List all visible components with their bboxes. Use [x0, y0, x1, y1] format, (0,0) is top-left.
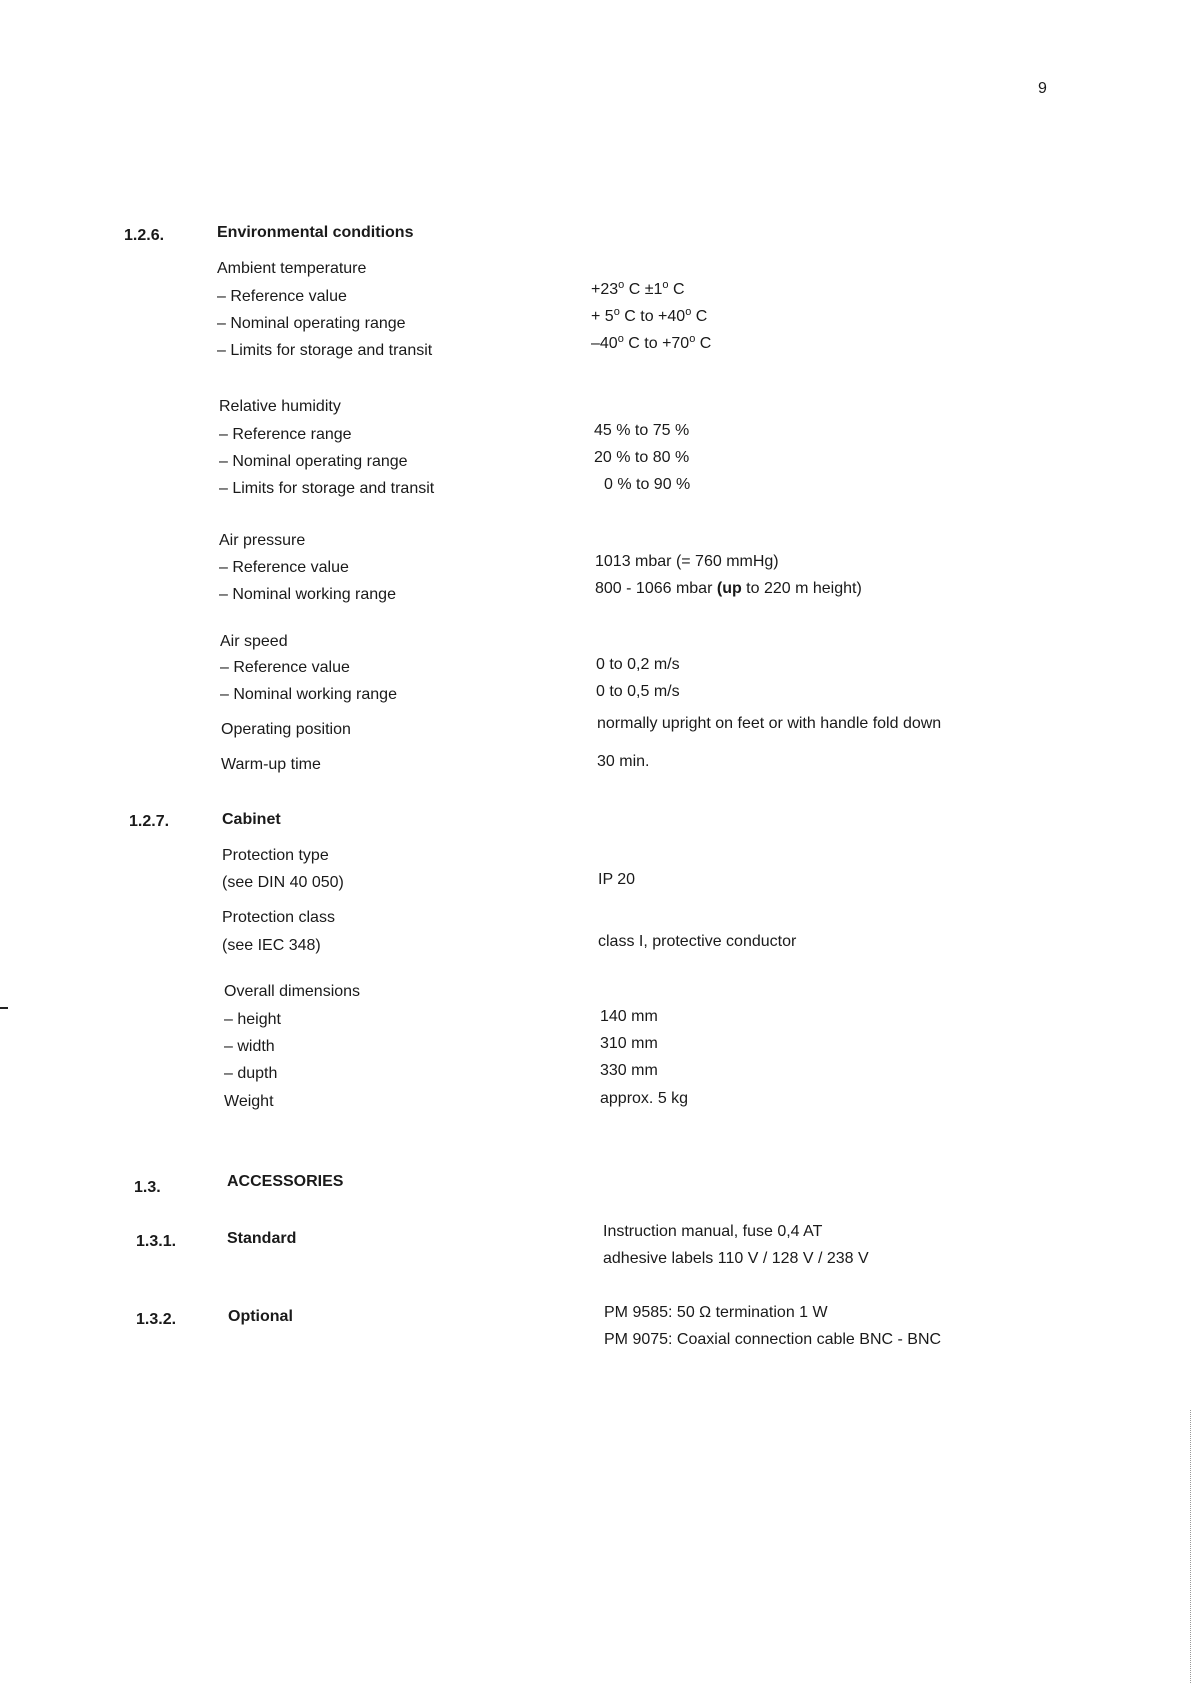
- section-title: Standard: [227, 1230, 297, 1247]
- ambient-temperature-label: Ambient temperature: [217, 260, 367, 277]
- humidity-limits-label: – Limits for storage and transit: [219, 480, 435, 497]
- ambient-limits-label: – Limits for storage and transit: [217, 342, 433, 359]
- section-number: 1.3.: [134, 1179, 161, 1196]
- air-speed-label: Air speed: [220, 633, 288, 650]
- humidity-reference-label: – Reference range: [219, 426, 352, 443]
- humidity-limits-value: 0 % to 90 %: [604, 476, 691, 493]
- air-pressure-nominal-label: – Nominal working range: [219, 586, 396, 603]
- depth-label: – dupth: [224, 1065, 278, 1082]
- optional-accessory-line: PM 9075: Coaxial connection cable BNC - BNC: [604, 1331, 942, 1348]
- air-pressure-label: Air pressure: [219, 532, 306, 549]
- page-number: 9: [1038, 80, 1047, 97]
- weight-value: approx. 5 kg: [600, 1090, 689, 1107]
- section-title: Optional: [228, 1308, 293, 1325]
- depth-value: 330 mm: [600, 1062, 658, 1079]
- humidity-reference-value: 45 % to 75 %: [594, 422, 690, 439]
- ambient-limits-value: –40$^o$ C to $+70^o$ C: [591, 333, 712, 352]
- section-number: 1.2.7.: [129, 813, 170, 830]
- protection-class-value: class I, protective conductor: [598, 933, 797, 950]
- section-number: 1.3.1.: [136, 1233, 177, 1250]
- height-label: – height: [224, 1011, 281, 1028]
- weight-label: Weight: [224, 1093, 274, 1110]
- protection-type-value: IP 20: [598, 871, 636, 888]
- standard-accessory-line: Instruction manual, fuse 0,4 AT: [603, 1223, 823, 1240]
- overall-dimensions-label: Overall dimensions: [224, 983, 361, 1000]
- operating-position-value: normally upright on feet or with handle fold down: [597, 715, 942, 732]
- section-title: Cabinet: [222, 811, 281, 828]
- section-number: 1.2.6.: [124, 227, 165, 244]
- air-speed-nominal-label: – Nominal working range: [220, 686, 397, 703]
- warm-up-time-label: Warm-up time: [221, 756, 321, 773]
- scan-edge-mark: [0, 1007, 8, 1009]
- air-pressure-reference-value: 1013 mbar (= 760 mmHg): [595, 553, 779, 570]
- humidity-label: Relative humidity: [219, 398, 341, 415]
- humidity-nominal-value: 20 % to 80 %: [594, 449, 690, 466]
- ambient-reference-value: $+23^o$ $C \pm 1^o$ C: [591, 279, 685, 298]
- optional-accessory-line: PM 9585: 50 Ω termination 1 W: [604, 1304, 828, 1321]
- warm-up-time-value: 30 min.: [597, 753, 650, 770]
- protection-type-label: Protection type: [222, 847, 329, 864]
- air-speed-reference-value: 0 to 0,2 m/s: [596, 656, 680, 673]
- operating-position-label: Operating position: [221, 721, 351, 738]
- ambient-reference-label: – Reference value: [217, 288, 347, 305]
- air-speed-nominal-value: 0 to 0,5 m/s: [596, 683, 680, 700]
- section-title: ACCESSORIES: [227, 1173, 344, 1190]
- protection-type-standard: (see DIN 40 050): [222, 874, 344, 891]
- standard-accessory-line: adhesive labels 110 V / 128 V / 238 V: [603, 1250, 869, 1267]
- air-speed-reference-label: – Reference value: [220, 659, 350, 676]
- ambient-nominal-value: + $5^o$ C to $+40^o$ C: [591, 306, 708, 325]
- protection-class-label: Protection class: [222, 909, 335, 926]
- width-value: 310 mm: [600, 1035, 658, 1052]
- height-value: 140 mm: [600, 1008, 658, 1025]
- width-label: – width: [224, 1038, 275, 1055]
- air-pressure-reference-label: – Reference value: [219, 559, 349, 576]
- section-number: 1.3.2.: [136, 1311, 177, 1328]
- ambient-nominal-label: – Nominal operating range: [217, 315, 406, 332]
- section-title: Environmental conditions: [217, 224, 414, 241]
- humidity-nominal-label: – Nominal operating range: [219, 453, 408, 470]
- air-pressure-nominal-value: 800 - 1066 mbar (up to 220 m height): [595, 580, 862, 597]
- protection-class-standard: (see IEC 348): [222, 937, 321, 954]
